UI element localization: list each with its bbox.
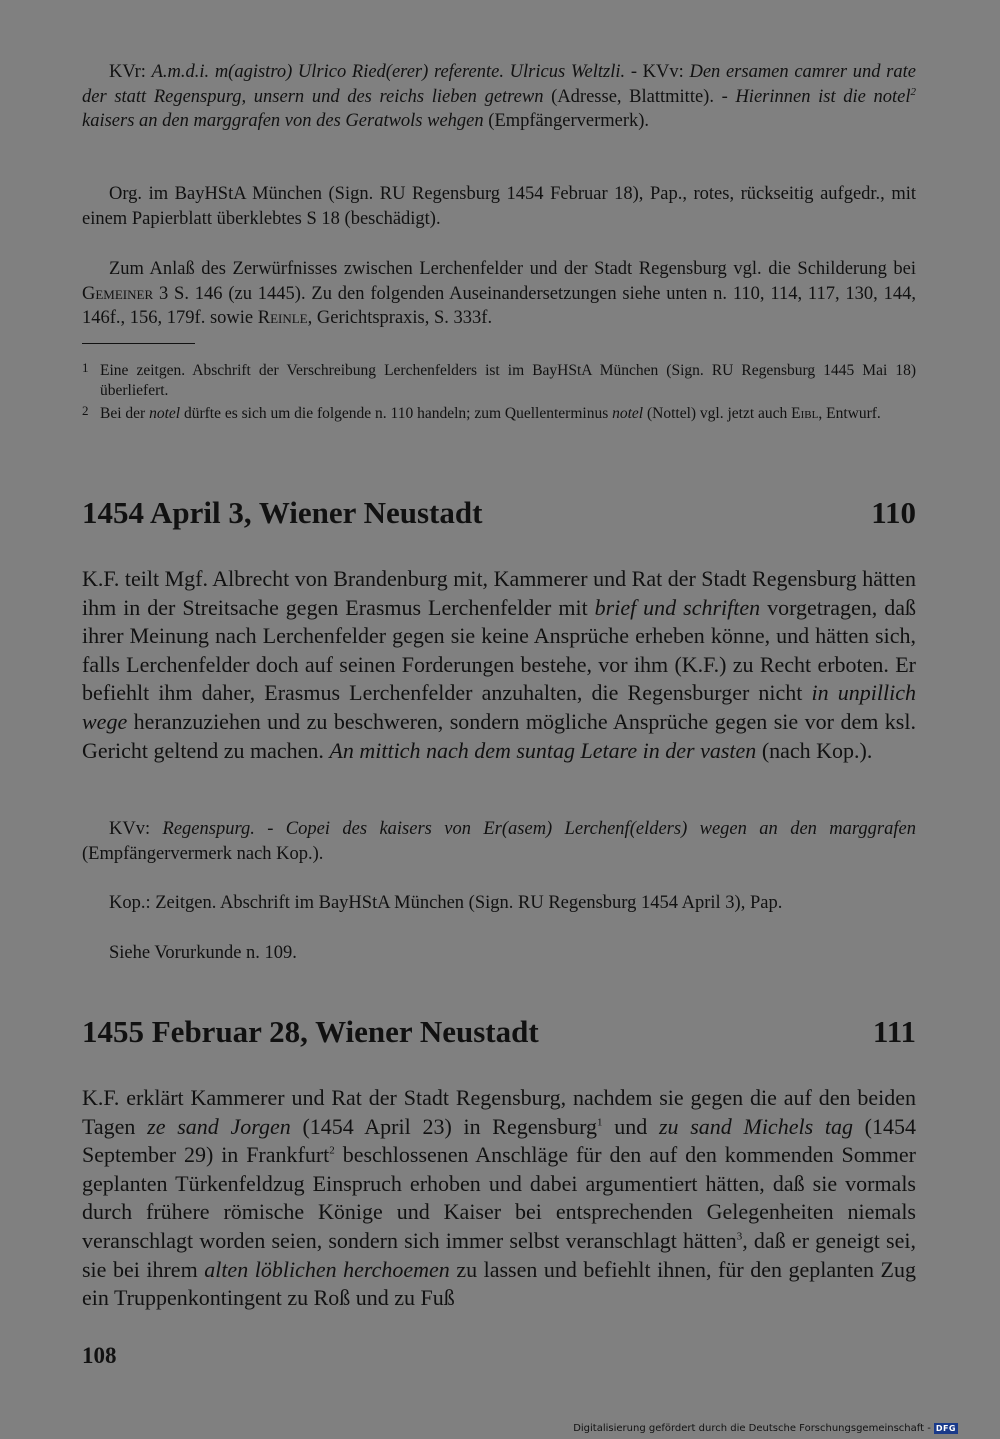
footnote-number: 2	[82, 403, 89, 418]
anlass-text: Zum Anlaß des Zerwürfnisses zwischen Lerchenfelder und der Stadt Regensburg vgl. die Schilderung bei Gemeiner 3 S. 146 (zu 1445). Zu den folgenden Auseinandersetzungen siehe unten n. 110, 114, 117, 130, 144, 146f., 156, 179f. sowie Reinle, Gerichtspraxis, S. 333f.	[82, 259, 916, 328]
entry-110-heading	[82, 495, 916, 531]
org-paragraph	[82, 182, 916, 231]
page-number: 108	[82, 1343, 117, 1368]
footnote-number: 1	[82, 360, 89, 375]
footnote-text: Eine zeitgen. Abschrift der Verschreibung Lerchenfelders ist im BayHStA München (Sign. RU Regensburg 1445 Mai 18) überliefert.	[100, 362, 916, 399]
footnote-2: 2 Bei der notel dürfte es sich um die folgende n. 110 handeln; zum Quellenterminus notel (Nottel) vgl. jetzt auch Eibl, Entwurf.	[82, 403, 881, 422]
org-text: Org. im BayHStA München (Sign. RU Regensburg 1454 Februar 18), Pap., rotes, rückseitig aufgedr., mit einem Papierblatt überklebtes S 18 (beschädigt).	[82, 184, 916, 229]
dfg-logo-icon: DFG	[935, 1424, 956, 1433]
siehe-text: Siehe Vorurkunde n. 109.	[109, 943, 297, 963]
kvr-paragraph: KVr: A.m.d.i. m(agistro) Ulrico Ried(erer) referente. Ulricus Weltzli. - KVv: Den ersamen camrer und rate der statt Regenspurg, unsern und des reichs lieben getrewn (Adresse, Blattmitte). - Hierinnen ist die notel$^2$ kaisers an den marggrafen von des Geratwols wehgen (Empfängervermerk).	[82, 62, 916, 131]
kop-text: Kop.: Zeitgen. Abschrift im BayHStA München (Sign. RU Regensburg 1454 April 3), Pap.	[109, 893, 783, 913]
entry-111-date-place: 1455 Februar 28, Wiener Neustadt	[82, 1014, 539, 1049]
footnote-rule	[82, 343, 195, 344]
entry-110-number: 110	[871, 495, 916, 530]
digitization-credit	[573, 1423, 958, 1434]
entry-110-date-place: 1454 April 3, Wiener Neustadt	[82, 495, 483, 530]
credit-text: Digitalisierung gefördert durch die Deutsche Forschungsgemeinschaft -	[573, 1423, 931, 1434]
footnote-1	[82, 361, 916, 401]
entry-110-siehe	[82, 941, 916, 966]
entry-110-kvv: KVv: Regenspurg. - Copei des kaisers von Er(asem) Lerchenf(elders) wegen an den marggrafen (Empfängervermerk nach Kop.).	[82, 819, 916, 864]
anlass-paragraph	[82, 257, 916, 331]
entry-111-regest: K.F. erklärt Kammerer und Rat der Stadt Regensburg, nachdem sie gegen die auf den beiden Tagen ze sand Jorgen (1454 April 23) in Regensburg$^1$ und zu sand Michels tag (1454 September 29) in Frankfurt$^2$ beschlossenen Anschläge für den auf den kommenden Sommer geplanten Türkenfeldzug Einspruch erhoben und dabei argumentiert hätten, daß sie vormals durch frühere römische Könige und Kaiser bei entsprechenden Gelegenheiten niemals veranschlagt worden seien, sondern sich immer selbst veranschlagt hätten$^3$, daß er geneigt sei, sie bei ihrem alten löblichen herchoemen zu lassen und befiehlt ihnen, für den geplanten Zug ein Truppenkontingent zu Roß und zu Fuß	[82, 1085, 917, 1311]
entry-110-regest: K.F. teilt Mgf. Albrecht von Brandenburg mit, Kammerer und Rat der Stadt Regensburg hätten ihm in der Streitsache gegen Erasmus Lerchenfelder mit brief und schriften vorgetragen, daß ihrer Meinung nach Lerchenfelder gegen sie keine Ansprüche erheben könne, und hätten sich, falls Lerchenfelder doch auf seinen Forderungen bestehe, vor ihm (K.F.) zu Recht erboten. Er befiehlt ihm daher, Erasmus Lerchenfelder anzuhalten, die Regensburger nicht in unpillich wege heranzuziehen und zu beschweren, sondern mögliche Ansprüche gegen sie vor dem ksl. Gericht geltend zu machen. An mittich nach dem suntag Letare in der vasten (nach Kop.).	[82, 566, 916, 763]
entry-111-number: 111	[872, 1014, 916, 1049]
entry-111-heading	[82, 1014, 916, 1050]
entry-110-kop	[82, 891, 916, 916]
